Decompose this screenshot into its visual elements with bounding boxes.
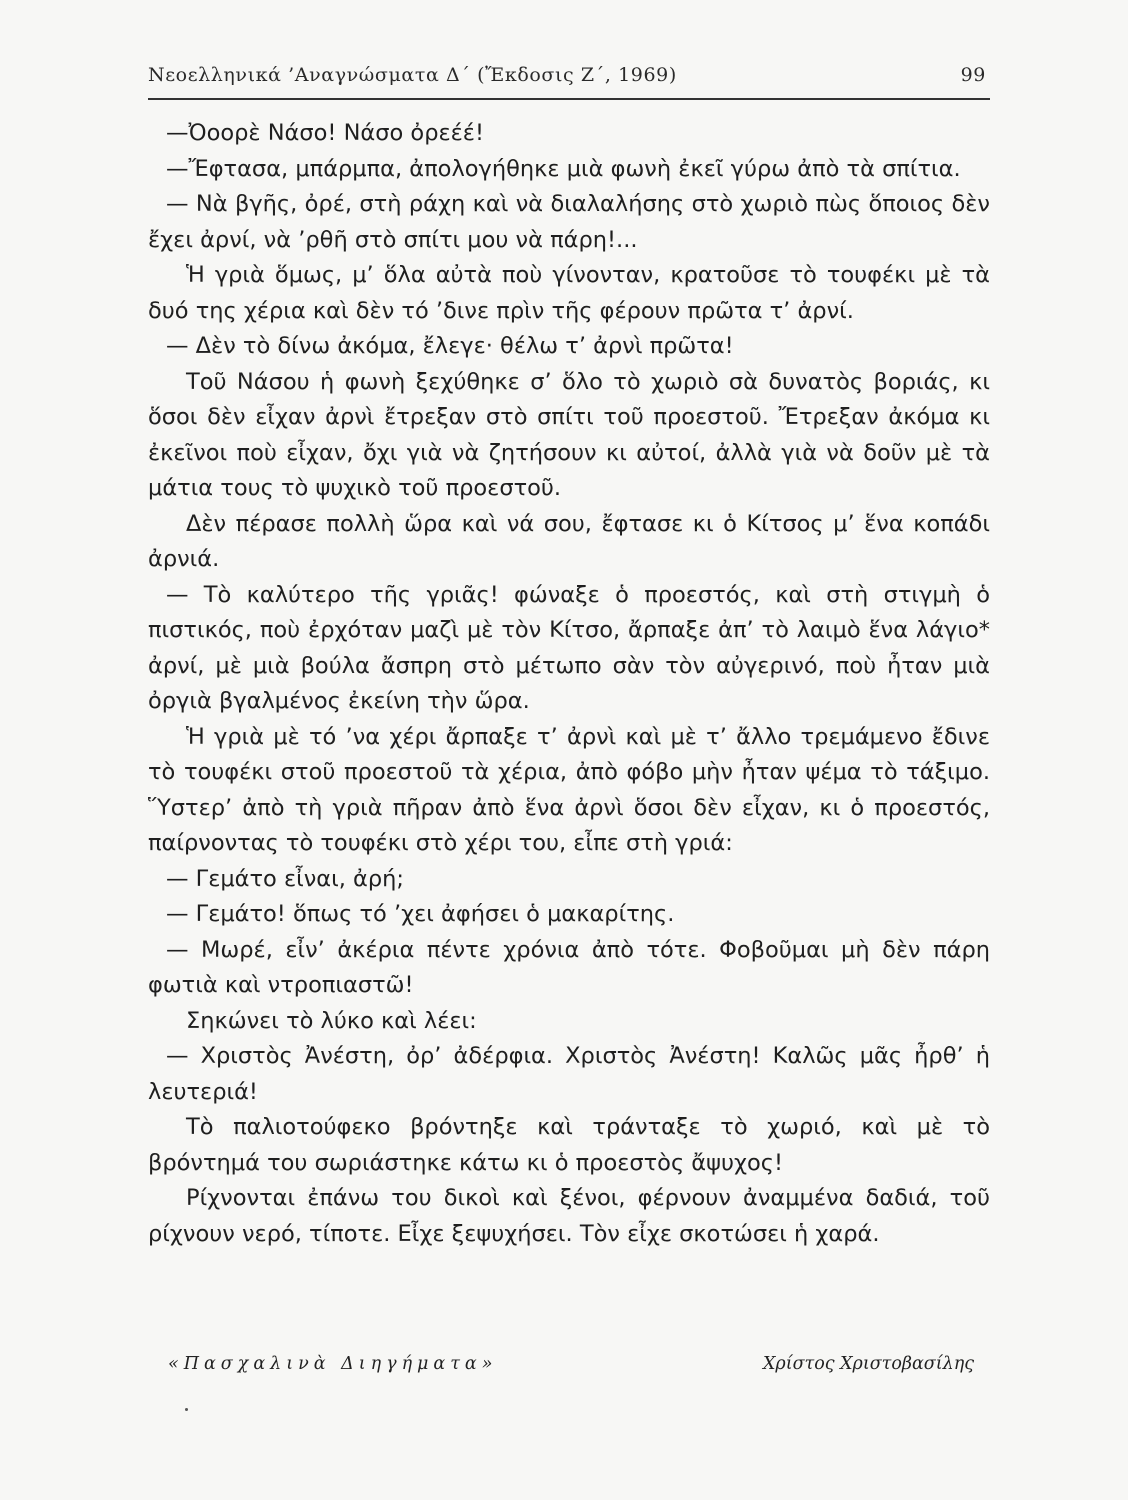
dialogue-line: —Ἔφτασα, μπάρμπα, ἀπολογήθηκε μιὰ φωνὴ ἐκεῖ γύρω ἀπὸ τὰ σπίτια.	[166, 155, 961, 182]
dialogue-line: — Γεμάτο εἶναι, ἀρή;	[166, 865, 405, 892]
header-title: Νεοελληνικά ’Αναγνώσματα Δ΄ (Ἔκδοσις Ζ΄, 1969)	[148, 64, 677, 86]
paragraph: Δὲν πέρασε πολλὴ ὥρα καὶ νά σου, ἔφτασε κι ὁ Κίτσος μ’ ἕνα κοπάδι ἀρνιά.	[148, 510, 990, 572]
dialogue-line: — Τὸ καλύτερο τῆς γριᾶς! φώναξε ὁ προεστός, καὶ στὴ στιγμὴ ὁ πιστικός, ποὺ ἐρχόταν μαζὶ μὲ τὸν Κίτσο, ἄρπαξε ἀπ’ τὸ λαιμὸ ἕνα λάγιο* ἀρνί, μὲ μιὰ βούλα ἄσπρη στὸ μέτωπο σὰν τὸν αὐγερινό, ποὺ ἦταν μιὰ ὀργιὰ βγαλμένος ἐκείνη τὴν ὥρα.	[148, 581, 990, 714]
running-header	[148, 64, 990, 98]
page-mark	[185, 1408, 188, 1411]
dialogue-line: —Ὀοορὲ Νάσο! Νάσο ὀρεέέ!	[166, 120, 484, 146]
paragraph: Τοῦ Νάσου ἡ φωνὴ ξεχύθηκε σ’ ὅλο τὸ χωριὸ σὰ δυνατὸς βοριάς, κι ὅσοι δὲν εἶχαν ἀρνὶ ἔτρεξαν στὸ σπίτι τοῦ προεστοῦ. Ἔτρεξαν ἀκόμα κι ἐκεῖνοι ποὺ εἶχαν, ὄχι γιὰ νὰ ζητήσουν κι αὐτοί, ἀλλὰ γιὰ νὰ δοῦν μὲ τὰ μάτια τους τὸ ψυχικὸ τοῦ προεστοῦ.	[148, 368, 990, 501]
dialogue-line: — Νὰ βγῆς, ὀρέ, στὴ ράχη καὶ νὰ διαλαλήσης στὸ χωριὸ πὼς ὅποιος δὲν ἔχει ἀρνί, νὰ ’ρθῆ στὸ σπίτι μου νὰ πάρη!...	[148, 191, 990, 253]
paragraph: Σηκώνει τὸ λύκο καὶ λέει:	[186, 1007, 477, 1034]
header-rule	[148, 98, 990, 100]
paragraph: Ἡ γριὰ μὲ τό ’να χέρι ἄρπαξε τ’ ἀρνὶ καὶ μὲ τ’ ἄλλο τρεμάμενο ἔδινε τὸ τουφέκι στοῦ προεστοῦ τὰ χέρια, ἀπὸ φόβο μὴν ἦταν ψέμα τὸ τάξιμο. Ὕστερ’ ἀπὸ τὴ γριὰ πῆραν ἀπὸ ἕνα ἀρνὶ ὅσοι δὲν εἶχαν, κι ὁ προεστός, παίρνοντας τὸ τουφέκι στὸ χέρι του, εἶπε στὴ γριά:	[148, 723, 990, 856]
paragraph: Τὸ παλιοτούφεκο βρόντηξε καὶ τράνταξε τὸ χωριό, καὶ μὲ τὸ βρόντημά του σωριάστηκε κάτω κι ὁ προεστὸς ἄψυχος!	[148, 1114, 990, 1176]
source-footer	[168, 1354, 974, 1384]
source-title: «Πασχαλινὰ Διηγήματα»	[168, 1354, 498, 1374]
dialogue-line: — Γεμάτο! ὅπως τό ’χει ἀφήσει ὁ μακαρίτης.	[166, 901, 675, 927]
dialogue-line: — Μωρέ, εἶν’ ἀκέρια πέντε χρόνια ἀπὸ τότε. Φοβοῦμαι μὴ δὲν πάρη φωτιὰ καὶ ντροπιαστῶ!	[148, 936, 990, 998]
dialogue-line: — Χριστὸς Ἀνέστη, ὀρ’ ἀδέρφια. Χριστὸς Ἀνέστη! Καλῶς μᾶς ἦρθ’ ἡ λευτεριά!	[148, 1043, 990, 1105]
dialogue-line: — Δὲν τὸ δίνω ἀκόμα, ἔλεγε· θέλω τ’ ἀρνὶ πρῶτα!	[166, 333, 734, 359]
page-number: 99	[960, 64, 986, 86]
story-text	[148, 116, 990, 1252]
paragraph: Ἡ γριὰ ὅμως, μ’ ὅλα αὐτὰ ποὺ γίνονταν, κρατοῦσε τὸ τουφέκι μὲ τὰ δυό της χέρια καὶ δὲν τό ’δινε πρὶν τῆς φέρουν πρῶτα τ’ ἀρνί.	[148, 262, 990, 324]
paragraph: Ρίχνονται ἐπάνω του δικοὶ καὶ ξένοι, φέρνουν ἀναμμένα δαδιά, τοῦ ρίχνουν νερό, τίποτε. Εἶχε ξεψυχήσει. Τὸν εἶχε σκοτώσει ἡ χαρά.	[148, 1185, 990, 1247]
author-name: Χρίστος Χριστοβασίλης	[762, 1354, 974, 1374]
